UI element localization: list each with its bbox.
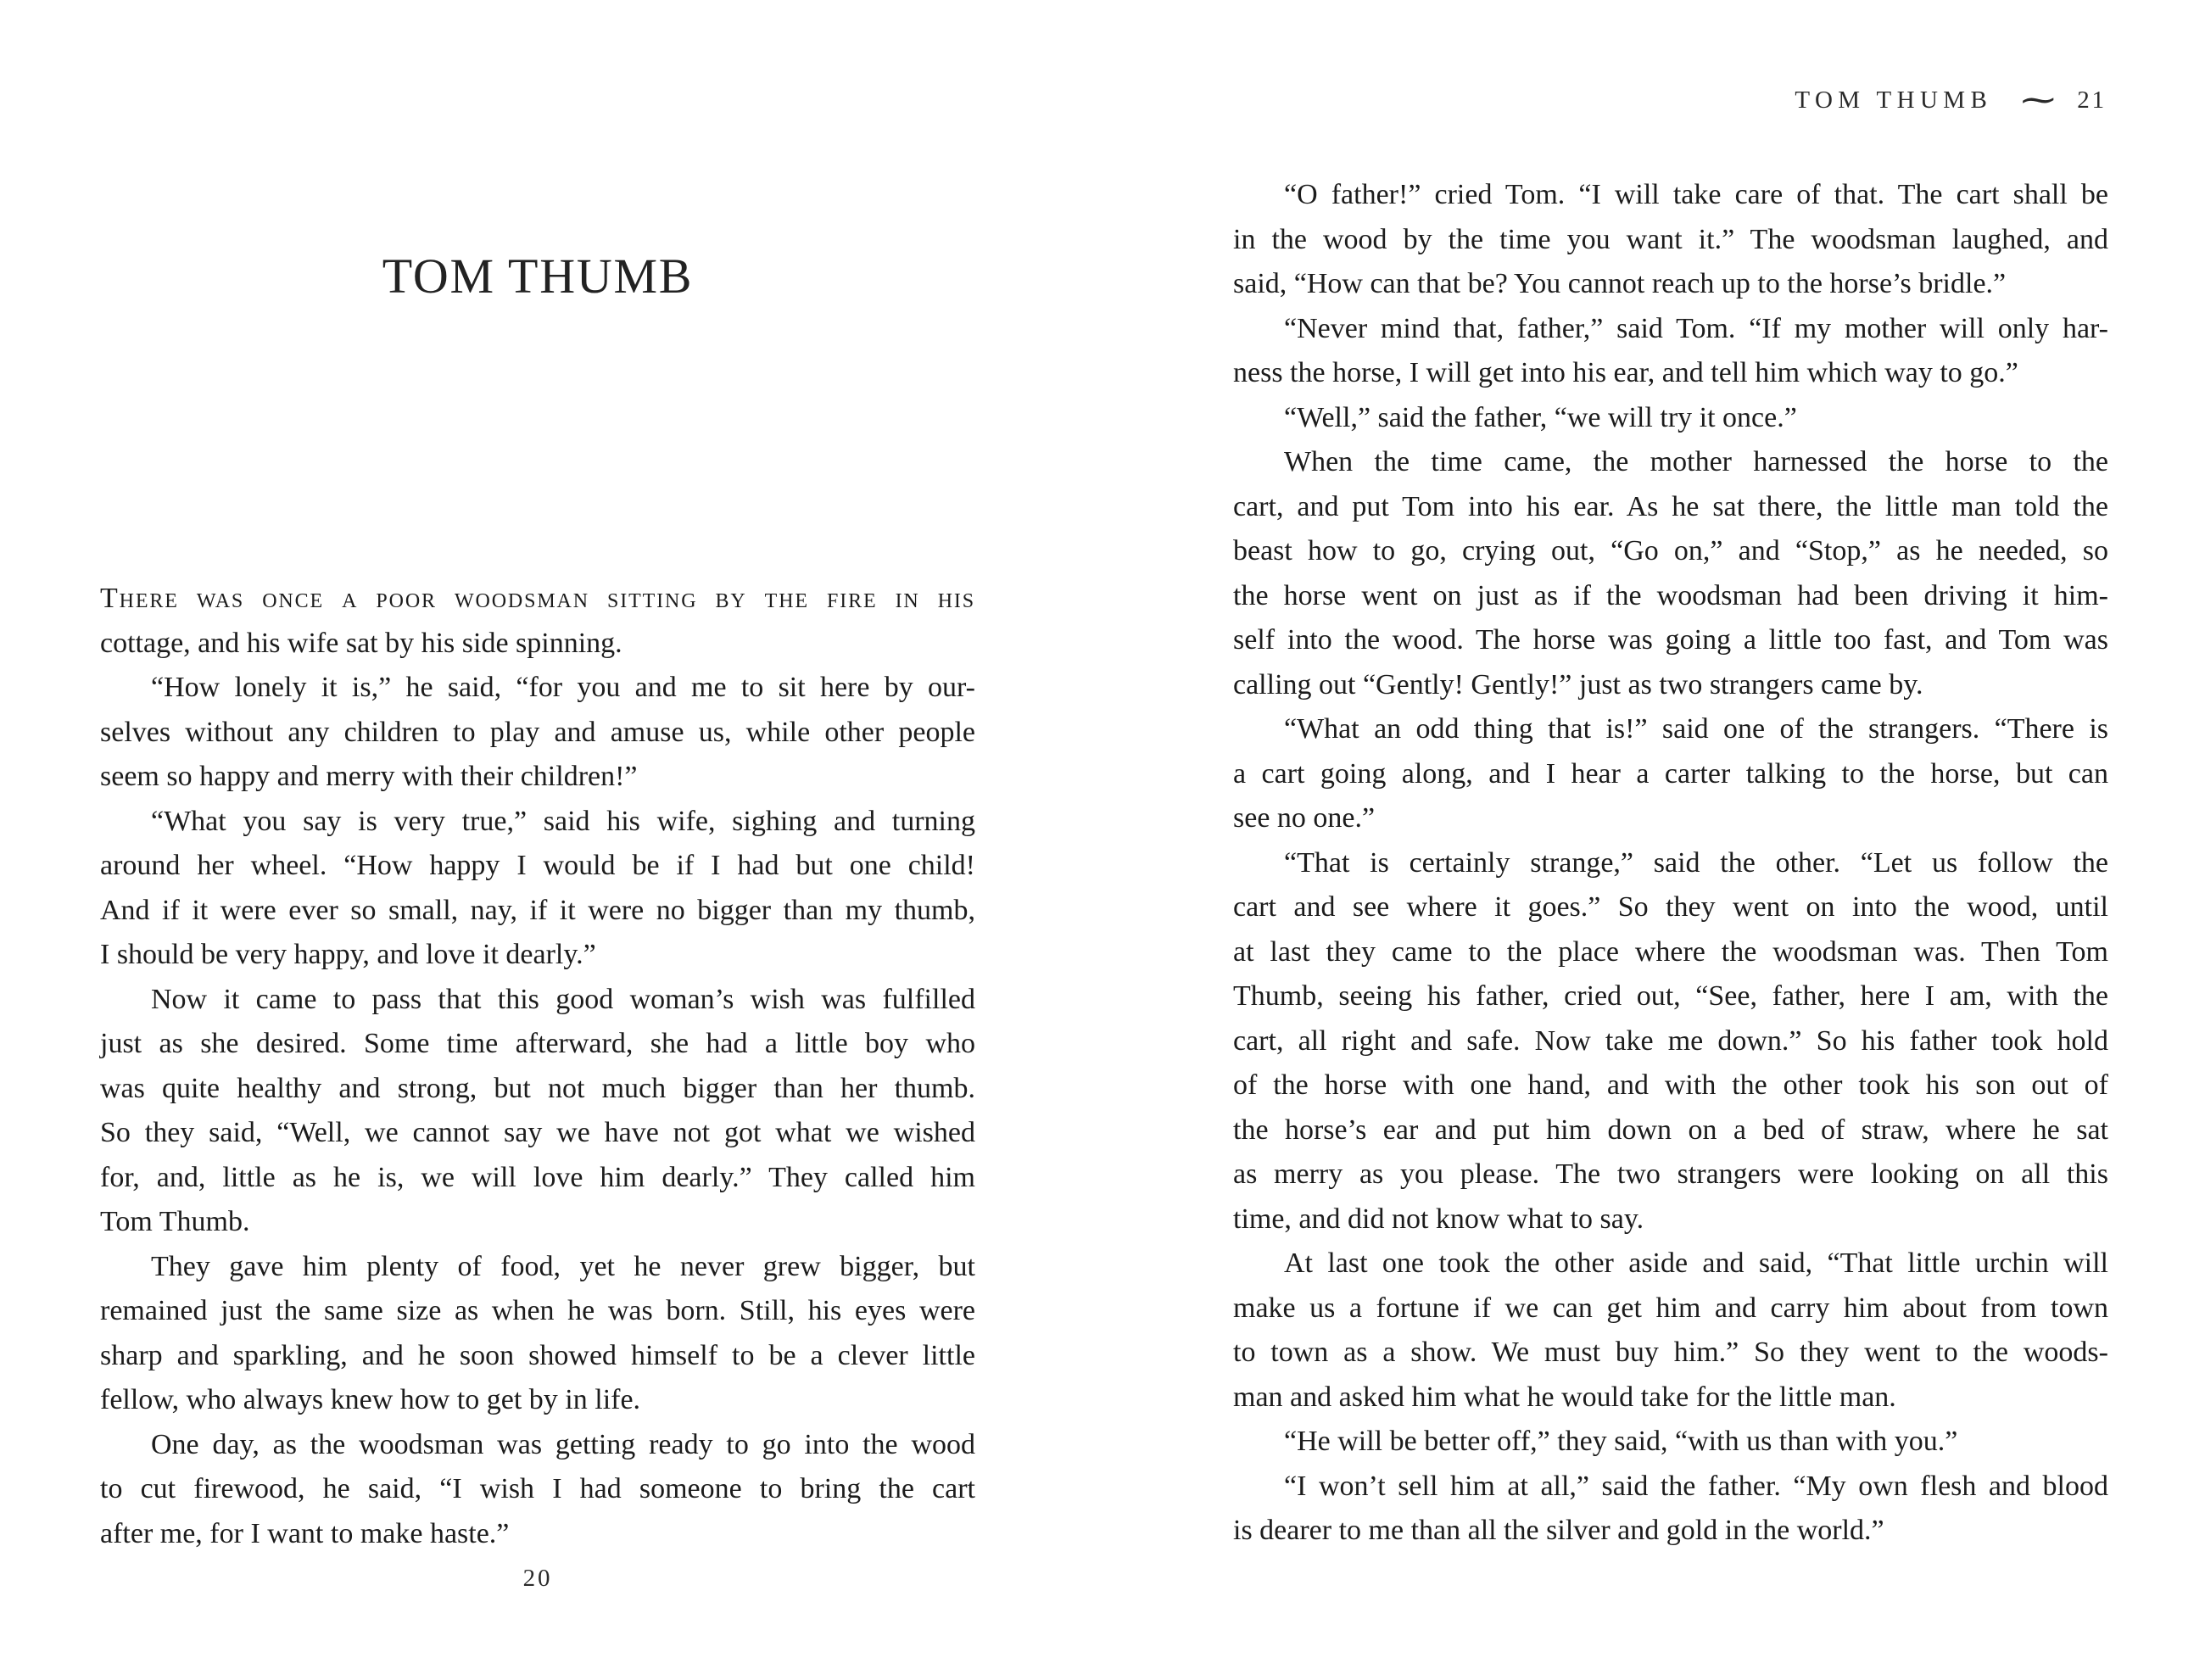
text-line: cottage, and his wife sat by his side spinning. xyxy=(100,627,622,659)
text-line: cart, all right and safe. Now take me down.” So his father took hold xyxy=(1233,1024,2108,1057)
text-line: “What an odd thing that is!” said one of the strangers. “There is xyxy=(1284,713,2108,745)
text-line: was quite healthy and strong, but not much bigger than her thumb. xyxy=(100,1072,975,1104)
text-line: selves without any children to play and amuse us, while other people xyxy=(100,716,975,748)
text-line: make us a fortune if we can get him and carry him about from town xyxy=(1233,1292,2108,1324)
text-line: “That is certainly strange,” said the other. “Let us follow the xyxy=(1284,846,2108,879)
text-line: time, and did not know what to say. xyxy=(1233,1203,1644,1235)
paragraph xyxy=(1233,1242,2108,1420)
swash-ornament-icon: ⁓ xyxy=(2021,81,2056,119)
text-line: the horse’s ear and put him down on a bed of straw, where he sat xyxy=(1233,1113,2108,1146)
text-line: to cut firewood, he said, “I wish I had someone to bring the cart xyxy=(100,1473,975,1504)
text-line: There was once a poor woodsman sitting by the fire in his xyxy=(100,583,975,614)
paragraph xyxy=(1233,396,2108,441)
paragraph xyxy=(1233,440,2108,707)
text-line: At last one took the other aside and said, “That little urchin will xyxy=(1284,1247,2108,1279)
left-page-number: 20 xyxy=(522,1565,553,1592)
right-page xyxy=(1102,0,2205,1680)
paragraph xyxy=(1233,173,2108,307)
paragraph xyxy=(100,1423,975,1557)
text-line: a cart going along, and I hear a carter talking to the horse, but can xyxy=(1233,757,2108,790)
left-page xyxy=(0,0,1102,1680)
text-line: just as she desired. Some time afterward, she had a little boy who xyxy=(100,1028,975,1059)
text-line: the horse went on just as if the woodsman had been driving it him- xyxy=(1233,579,2108,611)
text-line: They gave him plenty of food, yet he never grew bigger, but xyxy=(151,1250,975,1282)
text-line: is dearer to me than all the silver and gold in the world.” xyxy=(1233,1515,1884,1546)
paragraph xyxy=(100,1245,975,1423)
paragraph xyxy=(1233,1420,2108,1465)
text-line: And if it were ever so small, nay, if it were no bigger than my thumb, xyxy=(100,894,975,926)
text-line: fellow, who always knew how to get by in life. xyxy=(100,1384,641,1415)
text-line: at last they came to the place where the woodsman was. Then Tom xyxy=(1233,935,2108,968)
text-line: Thumb, seeing his father, cried out, “See, father, here I am, with the xyxy=(1233,980,2108,1012)
text-line: said, “How can that be? You cannot reach up to the horse’s bridle.” xyxy=(1233,268,2007,299)
text-line: “Well,” said the father, “we will try it once.” xyxy=(1284,401,1797,433)
text-line: of the horse with one hand, and with the other took his son out of xyxy=(1233,1069,2108,1101)
running-header xyxy=(1233,80,2107,120)
text-line: remained just the same size as when he was born. Still, his eyes were xyxy=(100,1295,975,1326)
text-line: “What you say is very true,” said his wife, sighing and turning xyxy=(151,805,975,837)
text-line: “O father!” cried Tom. “I will take care of that. The cart shall be xyxy=(1284,179,2108,210)
text-line: I should be very happy, and love it dearly.” xyxy=(100,939,596,970)
text-line: for, and, little as he is, we will love him dearly.” They called him xyxy=(100,1161,975,1193)
text-line: When the time came, the mother harnessed the horse to the xyxy=(1284,446,2108,477)
text-line: around her wheel. “How happy I would be if I had but one child! xyxy=(100,850,975,881)
paragraph xyxy=(1233,307,2108,396)
right-page-number: 21 xyxy=(2077,87,2107,114)
text-line: see no one.” xyxy=(1233,802,1376,834)
paragraph xyxy=(1233,707,2108,841)
text-line: So they said, “Well, we cannot say we have not got what we wished xyxy=(100,1117,975,1148)
text-line: “How lonely it is,” he said, “for you and me to sit here by our- xyxy=(151,672,975,703)
left-page-body-text xyxy=(100,577,975,1556)
text-line: as merry as you please. The two strangers were looking on all this xyxy=(1233,1158,2108,1190)
text-line: self into the wood. The horse was going a little too fast, and Tom was xyxy=(1233,624,2108,656)
text-line: man and asked him what he would take for the little man. xyxy=(1233,1381,1896,1413)
paragraph xyxy=(100,978,975,1245)
paragraph xyxy=(1233,841,2108,1242)
text-line: after me, for I want to make haste.” xyxy=(100,1517,510,1549)
text-line: to town as a show. We must buy him.” So they went to the woods- xyxy=(1233,1337,2108,1368)
paragraph xyxy=(100,666,975,800)
text-line: Now it came to pass that this good woman’s wish was fulfilled xyxy=(151,983,975,1015)
text-line: sharp and sparkling, and he soon showed himself to be a clever little xyxy=(100,1339,975,1371)
text-line: “Never mind that, father,” said Tom. “If my mother will only har- xyxy=(1284,312,2108,344)
text-line: Tom Thumb. xyxy=(100,1206,250,1237)
paragraph xyxy=(100,800,975,978)
text-line: “I won’t sell him at all,” said the father. “My own flesh and blood xyxy=(1284,1470,2108,1502)
text-line: “He will be better off,” they said, “with us than with you.” xyxy=(1284,1426,1958,1457)
chapter-title: TOM THUMB xyxy=(382,248,694,304)
text-line: calling out “Gently! Gently!” just as two strangers came by. xyxy=(1233,668,1923,700)
paragraph xyxy=(100,577,975,666)
text-line: cart and see where it goes.” So they went on into the wood, until xyxy=(1233,891,2108,923)
text-line: in the wood by the time you want it.” The woodsman laughed, and xyxy=(1233,223,2108,255)
text-line: One day, as the woodsman was getting ready to go into the wood xyxy=(151,1428,975,1460)
text-line: beast how to go, crying out, “Go on,” and “Stop,” as he needed, so xyxy=(1233,535,2108,567)
paragraph xyxy=(1233,1465,2108,1554)
text-line: seem so happy and merry with their children!” xyxy=(100,761,638,792)
text-line: ness the horse, I will get into his ear, and tell him which way to go.” xyxy=(1233,357,2018,388)
right-page-body-text xyxy=(1233,173,2108,1554)
text-line: cart, and put Tom into his ear. As he sat there, the little man told the xyxy=(1233,490,2108,522)
running-header-title: TOM THUMB xyxy=(1795,87,1993,114)
